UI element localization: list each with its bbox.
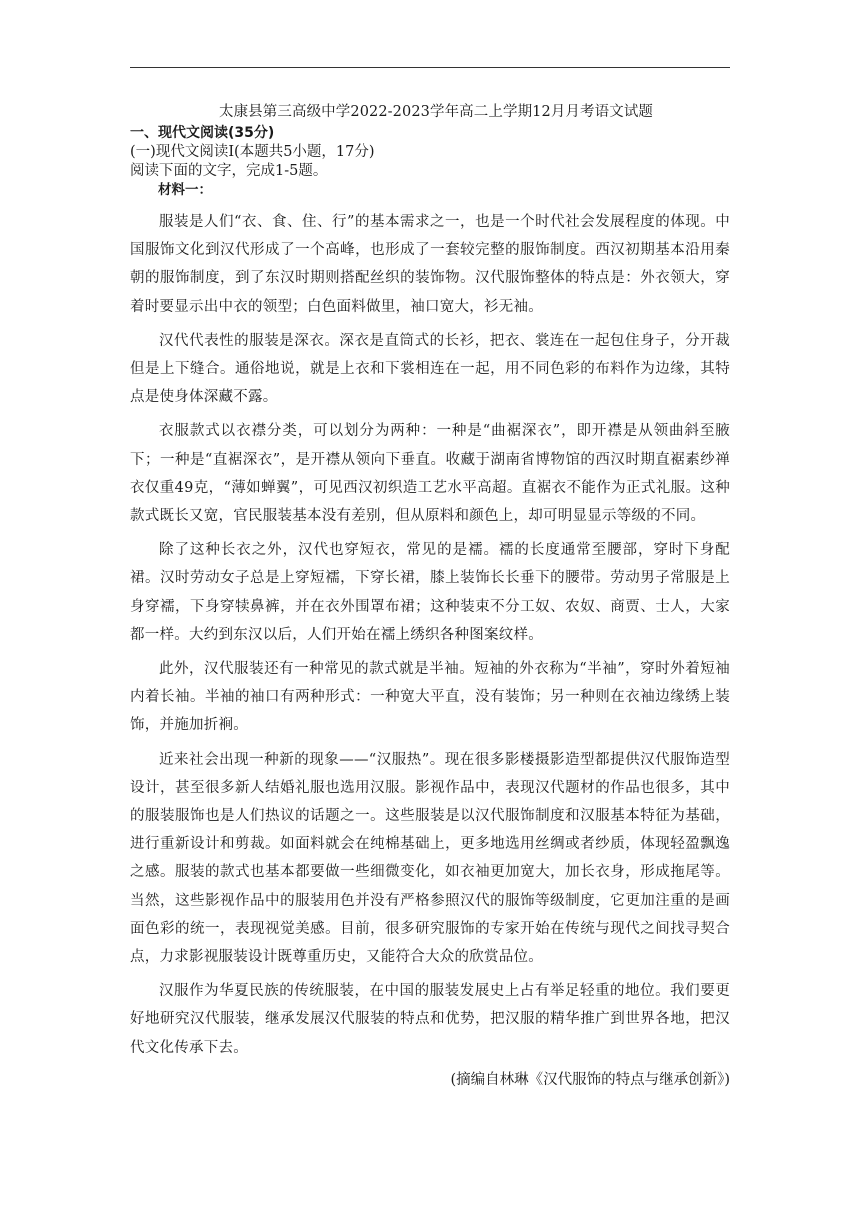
paragraph: 除了这种长衣之外，汉代也穿短衣，常见的是襦。襦的长度通常至腰部，穿时下身配裙。汉时劳动女子总是上穿短襦，下穿长裙，膝上装饰长长垂下的腰带。劳动男子常服是上身穿襦，下身穿犊鼻裤，并在衣外围罩布裙；这种装束不分工奴、农奴、商贾、士人，大家都一样。大约到东汉以后，人们开始在襦上绣织各种图案纹样。 <box>130 542 730 643</box>
section-heading: 一、现代文阅读(35分) <box>130 125 275 141</box>
document-body <box>130 100 730 1092</box>
paragraph: 近来社会出现一种新的现象——“汉服热”。现在很多影楼摄影造型都提供汉代服饰造型设计，甚至很多新人结婚礼服也选用汉服。影视作品中，表现汉代题材的作品也很多，其中的服装服饰也是人们热议的话题之一。这些服装是以汉代服饰制度和汉服基本特征为基础，进行重新设计和剪裁。如面料就会在纯棉基础上，更多地选用丝绸或者纱质，体现轻盈飘逸之感。服装的款式也基本都要做一些细微变化，如衣袖更加宽大，加长衣身，形成拖尾等。当然，这些影视作品中的服装用色并没有严格参照汉代的服饰等级制度，它更加注重的是画面色彩的统一，表现视觉美感。目前，很多研究服饰的专家开始在传统与现代之间找寻契合点，力求影视服装设计既尊重历史，又能符合大众的欣赏品位。 <box>130 751 730 966</box>
exam-title: 太康县第三高级中学2022-2023学年高二上学期12月月考语文试题 <box>218 104 654 120</box>
paragraph: 衣服款式以衣襟分类，可以划分为两种：一种是“曲裾深衣”，即开襟是从领曲斜至腋下；一种是“直裾深衣”，是开襟从领向下垂直。收藏于湖南省博物馆的西汉时期直裾素纱禅衣仅重49克，“薄如蝉翼”，可见西汉初织造工艺水平高超。直裾衣不能作为正式礼服。这种款式既长又宽，官民服装基本没有差别，但从原料和颜色上，却可明显显示等级的不同。 <box>130 423 730 525</box>
reading-instruction: 阅读下面的文字，完成1-5题。 <box>130 163 328 179</box>
subsection-heading: (一)现代文阅读I(本题共5小题，17分) <box>130 144 375 160</box>
header-rule <box>130 67 730 68</box>
source-citation: (摘编自林琳《汉代服饰的特点与继承创新》) <box>450 1071 730 1088</box>
paragraph: 此外，汉代服装还有一种常见的款式就是半袖。短袖的外衣称为“半袖”，穿时外着短袖内着长袖。半袖的袖口有两种形式：一种宽大平直，没有装饰；另一种则在衣袖边缘绣上装饰，并施加折裥。 <box>130 661 730 734</box>
paragraph: 汉代代表性的服装是深衣。深衣是直筒式的长衫，把衣、裳连在一起包住身子，分开裁但是上下缝合。通俗地说，就是上衣和下裳相连在一起，用不同色彩的布料作为边缘，其特点是使身体深藏不露。 <box>130 332 730 406</box>
paragraph: 服装是人们“衣、食、住、行”的基本需求之一，也是一个时代社会发展程度的体现。中国服饰文化到汉代形成了一个高峰，也形成了一套较完整的服饰制度。西汉初期基本沿用秦朝的服饰制度，到了东汉时期则搭配丝织的装饰物。汉代服饰整体的特点是：外衣领大，穿着时要显示出中衣的领型；白色面料做里，袖口宽大，衫无袖。 <box>130 214 730 315</box>
paragraph: 汉服作为华夏民族的传统服装，在中国的服装发展史上占有举足轻重的地位。我们要更好地研究汉代服装，继承发展汉代服装的特点和优势，把汉服的精华推广到世界各地，把汉代文化传承下去。 <box>130 983 730 1056</box>
material-label: 材料一： <box>158 182 212 198</box>
